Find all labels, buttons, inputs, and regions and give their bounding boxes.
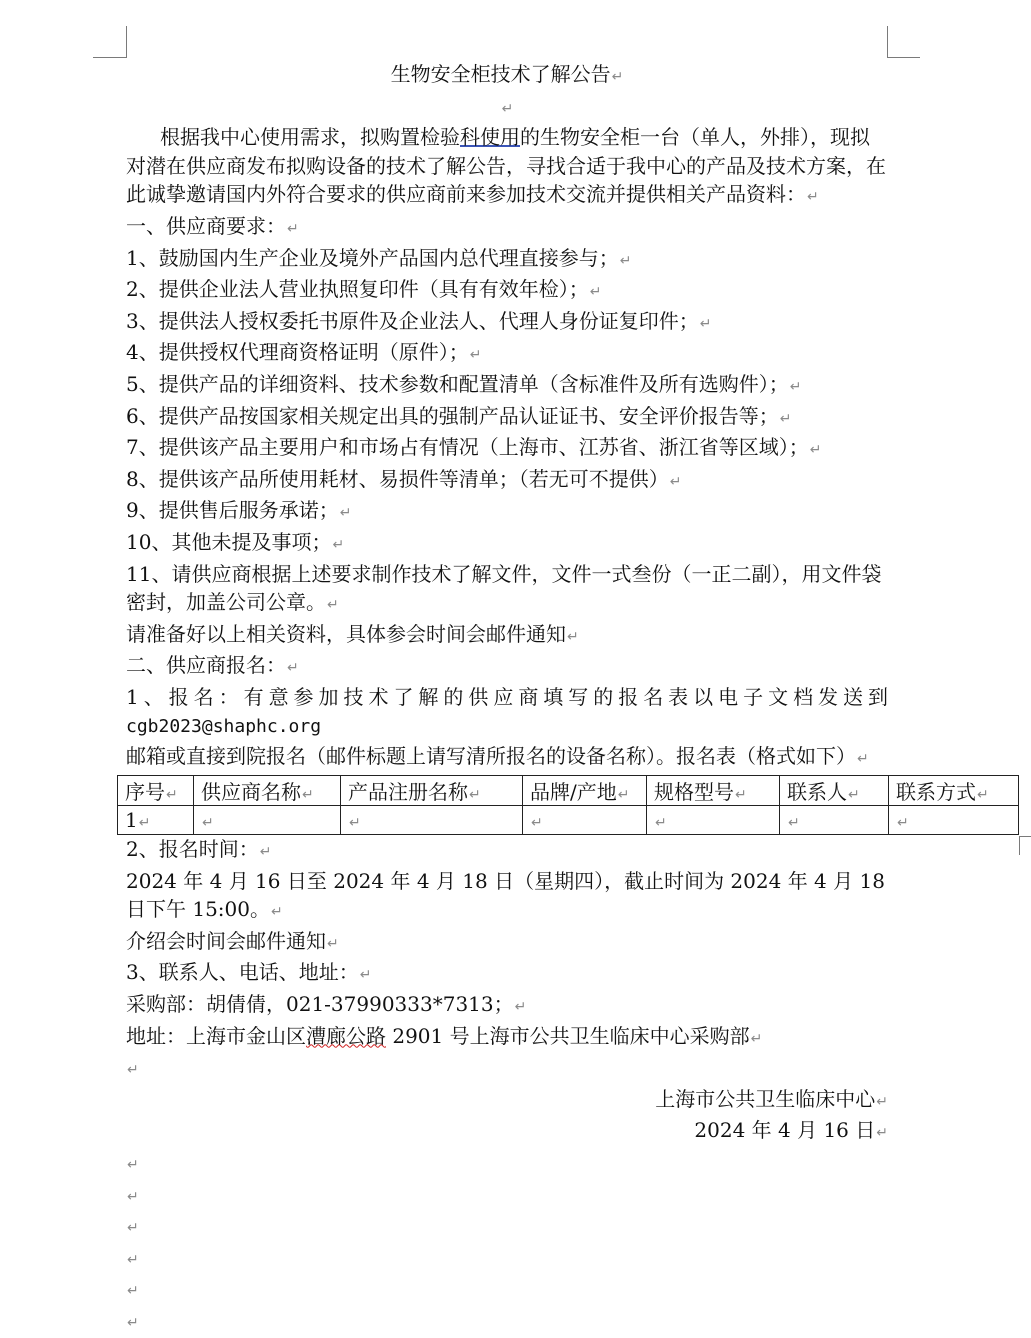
cell-mark-icon: ↵ [848,787,860,803]
section1-heading: 一、供应商要求：↵ [126,213,299,238]
paragraph-mark-icon: ↵ [809,442,822,459]
requirement-item: 3、提供法人授权委托书原件及企业法人、代理人身份证复印件；↵ [126,308,712,333]
paragraph-mark-icon: ↵ [567,628,579,645]
table-cell[interactable] [647,806,780,835]
paragraph-mark-icon: ↵ [359,967,372,984]
paragraph-mark-icon: ↵ [327,935,339,952]
requirement-item: 1、鼓励国内生产企业及境外产品国内总代理直接参与；↵ [126,245,632,270]
signup-time-text: 2024 年 4 月 16 日至 2024 年 4 月 18 日（星期四），截止时间为 2024 年 4 月 18 日下午 15:00。↵ [126,868,885,922]
cell-mark-icon: ↵ [469,787,481,803]
signup-time-heading: 2、报名时间：↵ [126,837,272,861]
empty-line [126,1180,888,1212]
table-header-cell[interactable]: 品牌/产地↵ [523,776,647,806]
cell-mark-icon: ↵ [349,815,361,831]
empty-line [126,92,888,124]
table-cell[interactable] [889,806,1019,835]
empty-line [126,1053,888,1085]
table-header-cell[interactable]: 规格型号↵ [647,776,780,806]
paragraph-mark-icon: ↵ [779,410,792,427]
cell-mark-icon: ↵ [977,787,989,803]
table-cell[interactable]: 1↵ [118,806,194,835]
signature-date: 2024 年 4 月 16 日↵ [694,1118,888,1143]
paragraph-mark-icon: ↵ [339,505,352,522]
empty-line [126,1274,888,1306]
paragraph-mark-icon: ↵ [876,1093,888,1110]
document-page[interactable] [126,58,888,774]
requirement-item: 6、提供产品按国家相关规定出具的强制产品认证证书、安全评价报告等；↵ [126,403,792,428]
empty-line [126,1306,888,1338]
cell-mark-icon: ↵ [202,815,214,831]
cell-mark-icon: ↵ [138,815,151,831]
paragraph-mark-icon: ↵ [271,904,283,921]
table-header-cell[interactable]: 联系人↵ [780,776,889,806]
paragraph-mark-icon: ↵ [127,1251,139,1268]
requirement-item: 9、提供售后服务承诺；↵ [126,498,352,523]
address-line: 地址：上海市金山区漕廊公路 2901 号上海市公共卫生临床中心采购部↵ [126,1023,763,1048]
table-cell[interactable] [341,806,523,835]
requirement-item: 10、其他未提及事项；↵ [126,529,345,554]
contact-person: 采购部：胡倩倩，021-37990333*7313；↵ [126,991,527,1016]
table-header-cell[interactable]: 序号↵ [118,776,194,806]
paragraph-mark-icon: ↵ [287,220,299,237]
signup-line: 1、报名：有意参加技术了解的供应商填写的报名表以电子文档发送到 [126,684,888,709]
requirement-item: 2、提供企业法人营业执照复印件（具有有效年检）；↵ [126,277,602,302]
cell-mark-icon: ↵ [302,787,314,803]
paragraph-mark-icon: ↵ [127,1283,139,1300]
contact-heading: 3、联系人、电话、地址：↵ [126,960,372,985]
requirement-item: 8、提供该产品所使用耗材、易损件等清单；（若无可不提供）↵ [126,466,682,491]
paragraph-mark-icon: ↵ [127,1314,139,1331]
signature-org: 上海市公共卫生临床中心↵ [655,1086,888,1111]
cell-mark-icon: ↵ [531,815,543,831]
cell-mark-icon: ↵ [166,787,178,803]
cell-mark-icon: ↵ [897,815,909,831]
requirement-item: 7、提供该产品主要用户和市场占有情况（上海市、江苏省、浙江省等区域）；↵ [126,435,822,460]
cell-mark-icon: ↵ [788,815,800,831]
paragraph-mark-icon: ↵ [589,284,602,301]
cell-mark-icon: ↵ [735,787,747,803]
section2-heading: 二、供应商报名：↵ [126,653,299,678]
spellcheck-underlined-text[interactable]: 漕廊公路 [306,1023,386,1048]
paragraph-mark-icon: ↵ [327,597,339,614]
table-header-cell[interactable]: 供应商名称↵ [194,776,341,806]
paragraph-mark-icon: ↵ [611,69,624,85]
meeting-note: 介绍会时间会邮件通知↵ [126,928,339,953]
requirement-item: 5、提供产品的详细资料、技术参数和配置清单（含标准件及所有选购件）；↵ [126,371,802,396]
requirement-item: 11、请供应商根据上述要求制作技术了解文件，文件一式叁份（一正二副），用文件袋密封，加盖公司公章。↵ [126,561,882,615]
empty-line [126,1211,888,1243]
crop-mark-top-left [93,26,127,58]
email-link[interactable]: cgb2023@shaphc.org [126,716,322,738]
paragraph-mark-icon: ↵ [807,189,819,206]
requirement-item: 4、提供授权代理商资格证明（原件）；↵ [126,340,482,365]
paragraph-mark-icon: ↵ [619,252,632,269]
paragraph-mark-icon: ↵ [857,751,869,768]
table-cell[interactable] [194,806,341,835]
paragraph-mark-icon: ↵ [127,1220,139,1237]
paragraph-mark-icon: ↵ [789,378,802,395]
intro-paragraph: 根据我中心使用需求，拟购置检验科使用的生物安全柜一台（单人，外排），现拟对潜在供应商发布拟购设备的技术了解公告，寻找合适于我中心的产品及技术方案，在此诚挚邀请国内外符合要求的供应商前来参加技术交流并提供相关产品资料：↵ [126,125,886,207]
signup-email [126,711,888,742]
table-header-cell[interactable]: 产品注册名称↵ [341,776,523,806]
underlined-text: 科使用 [460,125,520,150]
paragraph-mark-icon: ↵ [514,998,527,1015]
paragraph-mark-icon: ↵ [699,315,712,332]
paragraph-mark-icon: ↵ [287,660,299,677]
cell-mark-icon: ↵ [655,815,667,831]
empty-line [126,1148,888,1180]
document-title: 生物安全柜技术了解公告↵ [390,62,624,86]
crop-mark-top-right [887,26,920,58]
registration-table [117,775,1019,835]
preparation-note: 请准备好以上相关资料，具体参会时间会邮件通知↵ [126,621,579,646]
paragraph-mark-icon: ↵ [501,100,514,117]
paragraph-mark-icon: ↵ [669,473,682,490]
paragraph-mark-icon: ↵ [876,1125,888,1142]
paragraph-mark-icon: ↵ [259,844,272,860]
paragraph-mark-icon: ↵ [469,347,482,364]
table-header-row [118,776,1019,806]
table-cell[interactable] [523,806,647,835]
table-row [118,806,1019,835]
crop-mark-table-right [1019,836,1031,855]
table-header-cell[interactable]: 联系方式↵ [889,776,1019,806]
paragraph-mark-icon: ↵ [332,536,345,553]
empty-line [126,1243,888,1275]
signup-line-2: 邮箱或直接到院报名（邮件标题上请写清所报名的设备名称）。报名表（格式如下）↵ [126,744,869,769]
document-page-continued[interactable] [126,835,888,1338]
cell-mark-icon: ↵ [617,787,630,803]
paragraph-mark-icon: ↵ [127,1188,139,1205]
table-cell[interactable] [780,806,889,835]
paragraph-mark-icon: ↵ [127,1062,139,1079]
paragraph-mark-icon: ↵ [127,1156,139,1173]
paragraph-mark-icon: ↵ [750,1030,763,1047]
